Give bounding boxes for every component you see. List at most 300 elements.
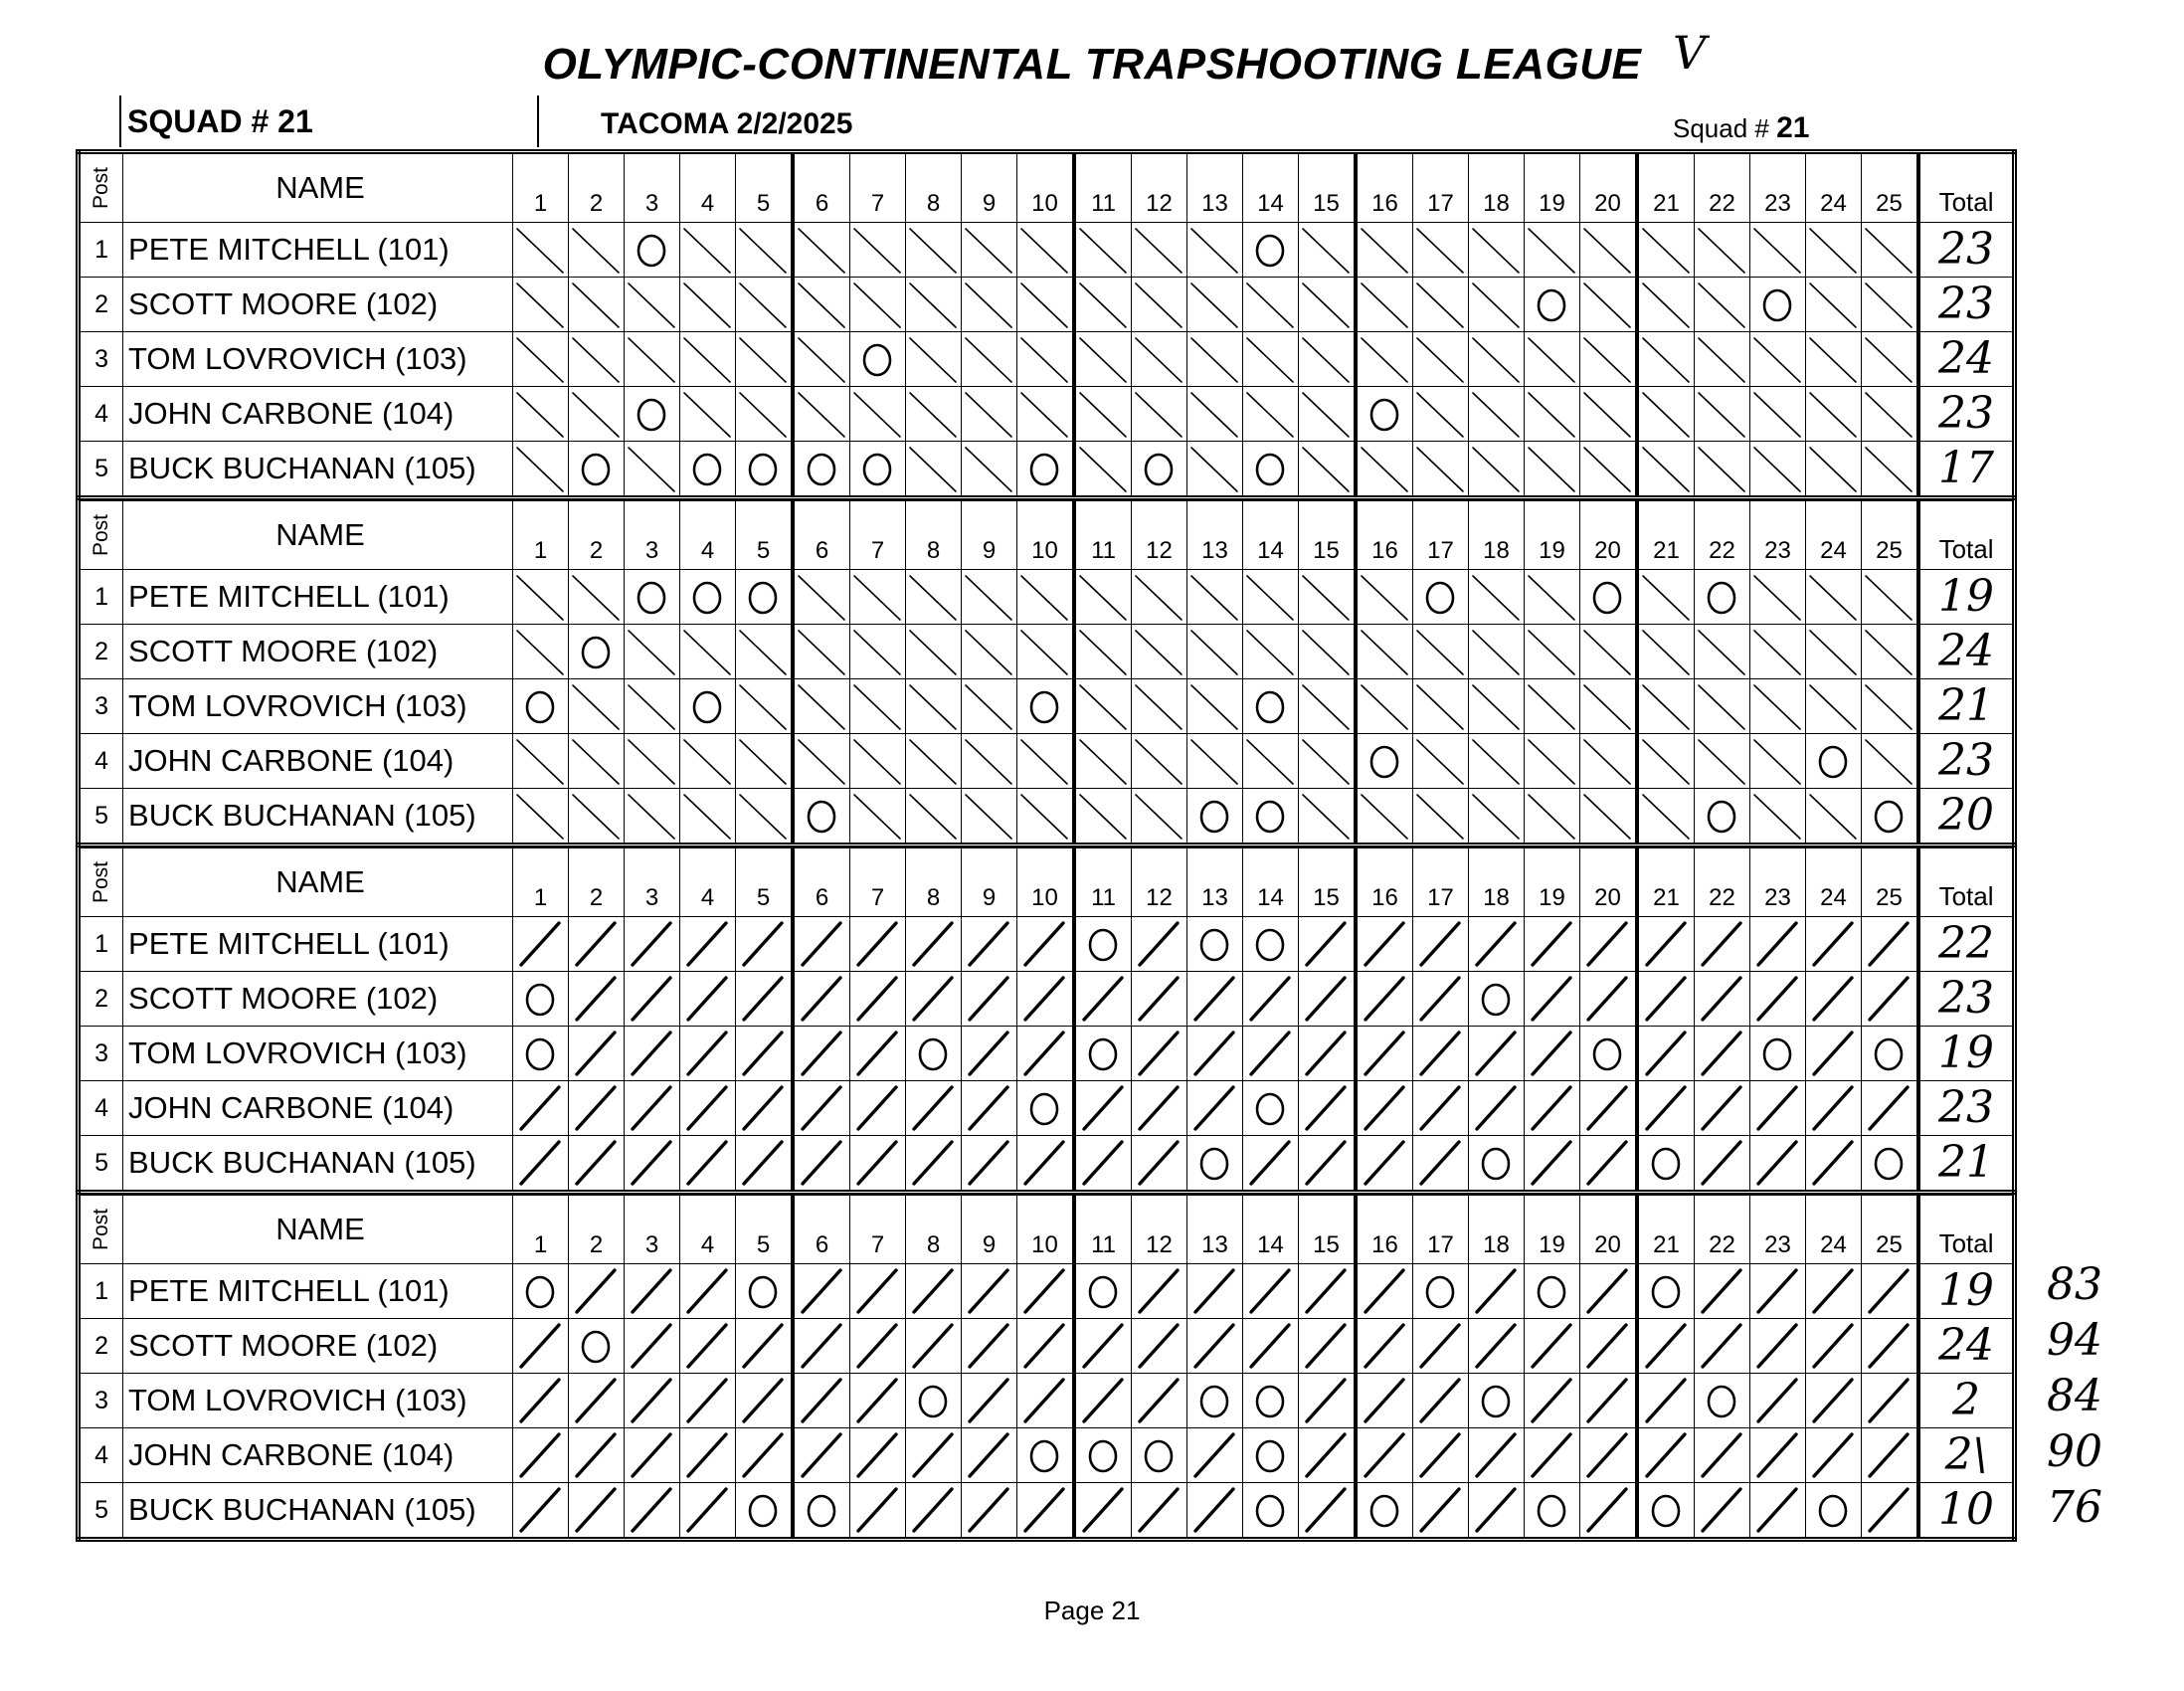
hit-mark xyxy=(1187,1081,1243,1136)
target-number: 8 xyxy=(906,1196,962,1264)
hit-mark xyxy=(513,789,569,846)
hit-mark xyxy=(1413,734,1469,789)
hit-mark xyxy=(1525,1081,1580,1136)
hit-mark xyxy=(1750,1264,1806,1319)
shooter-row xyxy=(79,1428,2015,1483)
hit-mark xyxy=(1132,1081,1187,1136)
hit-mark xyxy=(736,1081,794,1136)
hit-mark xyxy=(1862,1374,1919,1428)
hit-mark xyxy=(736,679,794,734)
hit-mark xyxy=(1637,917,1695,972)
shooter-total: 21 xyxy=(1938,680,1995,731)
shooter-name: SCOTT MOORE (102) xyxy=(123,972,513,1027)
post-header xyxy=(79,501,123,570)
hit-mark xyxy=(1243,570,1299,625)
target-number: 14 xyxy=(1243,1196,1299,1264)
target-number: 21 xyxy=(1637,1196,1695,1264)
target-number: 12 xyxy=(1132,501,1187,570)
hit-mark xyxy=(850,1319,906,1374)
hit-mark xyxy=(850,972,906,1027)
shooter-total: 19 xyxy=(1938,571,1995,622)
miss-mark xyxy=(1243,1374,1299,1428)
hit-mark xyxy=(1356,789,1413,846)
hit-mark xyxy=(850,1374,906,1428)
hit-mark xyxy=(1806,278,1862,332)
hit-mark xyxy=(1132,1264,1187,1319)
hit-mark xyxy=(1695,625,1750,679)
hit-mark xyxy=(1243,734,1299,789)
post-number: 3 xyxy=(79,332,123,387)
hit-mark xyxy=(1469,278,1525,332)
hit-mark xyxy=(1469,1081,1525,1136)
hit-mark xyxy=(1017,1374,1075,1428)
round-block-2 xyxy=(76,500,2017,847)
shooter-row xyxy=(79,625,2015,679)
hit-mark xyxy=(962,387,1017,442)
miss-mark xyxy=(625,570,680,625)
shooter-total: 23 xyxy=(1938,279,1995,329)
hit-mark xyxy=(1187,734,1243,789)
hit-mark xyxy=(1862,387,1919,442)
target-number: 10 xyxy=(1017,152,1075,223)
miss-mark xyxy=(1017,1081,1075,1136)
post-number: 1 xyxy=(79,223,123,278)
miss-mark xyxy=(1243,917,1299,972)
hit-mark xyxy=(1413,625,1469,679)
hit-mark xyxy=(513,1483,569,1540)
post-header xyxy=(79,848,123,917)
hit-mark xyxy=(569,1136,625,1193)
miss-mark xyxy=(1469,1136,1525,1193)
hit-mark xyxy=(1806,332,1862,387)
shooter-name: PETE MITCHELL (101) xyxy=(123,917,513,972)
hit-mark xyxy=(513,1319,569,1374)
target-number: 20 xyxy=(1580,152,1638,223)
miss-mark xyxy=(1243,223,1299,278)
hit-mark xyxy=(625,1319,680,1374)
target-number: 24 xyxy=(1806,848,1862,917)
miss-mark xyxy=(1862,1027,1919,1081)
squad-number-right xyxy=(1673,111,1809,145)
miss-mark xyxy=(736,1483,794,1540)
hit-mark xyxy=(1750,917,1806,972)
hit-mark xyxy=(1806,387,1862,442)
hit-mark xyxy=(569,917,625,972)
target-number: 5 xyxy=(736,152,794,223)
hit-mark xyxy=(1695,679,1750,734)
hit-mark xyxy=(1862,223,1919,278)
hit-mark xyxy=(1525,679,1580,734)
hit-mark xyxy=(1469,570,1525,625)
miss-mark xyxy=(569,625,625,679)
post-number: 1 xyxy=(79,1264,123,1319)
hit-mark xyxy=(1637,332,1695,387)
hit-mark xyxy=(1750,332,1806,387)
hit-mark xyxy=(793,1136,850,1193)
hit-mark xyxy=(1637,789,1695,846)
hit-mark xyxy=(680,1264,736,1319)
hit-mark xyxy=(1695,1428,1750,1483)
hit-mark xyxy=(1806,223,1862,278)
hit-mark xyxy=(1356,442,1413,498)
hit-mark xyxy=(1806,442,1862,498)
hit-mark xyxy=(1525,223,1580,278)
miss-mark xyxy=(793,442,850,498)
hit-mark xyxy=(793,278,850,332)
hit-mark xyxy=(1637,278,1695,332)
miss-mark xyxy=(1356,734,1413,789)
miss-mark xyxy=(680,679,736,734)
hit-mark xyxy=(1806,1264,1862,1319)
hit-mark xyxy=(1132,570,1187,625)
hit-mark xyxy=(680,223,736,278)
hit-mark xyxy=(1356,679,1413,734)
hit-mark xyxy=(850,789,906,846)
post-header-label: Post xyxy=(90,1208,113,1251)
hit-mark xyxy=(1525,625,1580,679)
hit-mark xyxy=(625,1027,680,1081)
hit-mark xyxy=(1525,1027,1580,1081)
hit-mark xyxy=(1862,734,1919,789)
miss-mark xyxy=(1637,1264,1695,1319)
target-number: 21 xyxy=(1637,848,1695,917)
hit-mark xyxy=(962,972,1017,1027)
post-header-label: Post xyxy=(90,860,113,904)
hit-mark xyxy=(1637,734,1695,789)
post-number: 3 xyxy=(79,1374,123,1428)
total-cell xyxy=(1918,1319,2015,1374)
post-header-label: Post xyxy=(90,166,113,210)
shooter-total: 19 xyxy=(1938,1028,1995,1078)
hit-mark xyxy=(1413,442,1469,498)
hit-mark xyxy=(1413,1428,1469,1483)
hit-mark xyxy=(569,1483,625,1540)
target-number: 16 xyxy=(1356,501,1413,570)
hit-mark xyxy=(1695,1483,1750,1540)
hit-mark xyxy=(1806,917,1862,972)
total-cell xyxy=(1918,1081,2015,1136)
target-number: 21 xyxy=(1637,501,1695,570)
miss-mark xyxy=(1637,1483,1695,1540)
hit-mark xyxy=(569,679,625,734)
target-number: 20 xyxy=(1580,848,1638,917)
hit-mark xyxy=(962,1428,1017,1483)
total-cell xyxy=(1918,1264,2015,1319)
hit-mark xyxy=(625,972,680,1027)
hit-mark xyxy=(1580,972,1638,1027)
hit-mark xyxy=(850,625,906,679)
hit-mark xyxy=(1187,570,1243,625)
hit-mark xyxy=(1750,679,1806,734)
round-block-3 xyxy=(76,847,2017,1195)
hit-mark xyxy=(962,223,1017,278)
hit-mark xyxy=(1806,972,1862,1027)
target-number: 13 xyxy=(1187,501,1243,570)
hit-mark xyxy=(1862,1081,1919,1136)
hit-mark xyxy=(625,1136,680,1193)
hit-mark xyxy=(962,1027,1017,1081)
hit-mark xyxy=(906,789,962,846)
hit-mark xyxy=(1299,1483,1357,1540)
target-number: 17 xyxy=(1413,152,1469,223)
miss-mark xyxy=(906,1374,962,1428)
hit-mark xyxy=(1299,223,1357,278)
hit-mark xyxy=(850,1081,906,1136)
hit-mark xyxy=(1806,1081,1862,1136)
hit-mark xyxy=(1469,734,1525,789)
hit-mark xyxy=(1580,1374,1638,1428)
hit-mark xyxy=(1750,1081,1806,1136)
hit-mark xyxy=(1525,917,1580,972)
hit-mark xyxy=(1580,1483,1638,1540)
hit-mark xyxy=(906,1483,962,1540)
miss-mark xyxy=(1243,1428,1299,1483)
target-number: 9 xyxy=(962,501,1017,570)
target-number: 19 xyxy=(1525,1196,1580,1264)
shooter-total: 23 xyxy=(1938,224,1995,275)
hit-mark xyxy=(1132,789,1187,846)
hit-mark xyxy=(793,1428,850,1483)
hit-mark xyxy=(1017,1483,1075,1540)
hit-mark xyxy=(1017,387,1075,442)
hit-mark xyxy=(906,1136,962,1193)
shooter-total: 19 xyxy=(1938,1265,1995,1316)
hit-mark xyxy=(1074,278,1132,332)
hit-mark xyxy=(906,442,962,498)
hit-mark xyxy=(1187,442,1243,498)
hit-mark xyxy=(1017,223,1075,278)
target-number: 12 xyxy=(1132,1196,1187,1264)
hit-mark xyxy=(1637,1374,1695,1428)
page-number: Page 21 xyxy=(1043,1596,1141,1625)
league-title: OLYMPIC-CONTINENTAL TRAPSHOOTING LEAGUE xyxy=(542,40,1642,89)
shooter-total: 17 xyxy=(1938,443,1995,493)
hit-mark xyxy=(962,1319,1017,1374)
shooter-total: 23 xyxy=(1938,1082,1995,1133)
hit-mark xyxy=(1017,570,1075,625)
hit-mark xyxy=(1469,625,1525,679)
hit-mark xyxy=(1413,278,1469,332)
total-cell xyxy=(1918,679,2015,734)
shooter-name: SCOTT MOORE (102) xyxy=(123,1319,513,1374)
target-number: 22 xyxy=(1695,848,1750,917)
hit-mark xyxy=(736,972,794,1027)
target-number: 10 xyxy=(1017,848,1075,917)
hit-mark xyxy=(1074,679,1132,734)
hit-mark xyxy=(1695,442,1750,498)
miss-mark xyxy=(736,442,794,498)
target-number: 11 xyxy=(1074,1196,1132,1264)
hit-mark xyxy=(1132,387,1187,442)
hit-mark xyxy=(1299,917,1357,972)
target-number: 6 xyxy=(793,1196,850,1264)
target-number: 13 xyxy=(1187,152,1243,223)
shooter-name: JOHN CARBONE (104) xyxy=(123,1428,513,1483)
hit-mark xyxy=(793,1081,850,1136)
hit-mark xyxy=(962,1136,1017,1193)
miss-mark xyxy=(850,442,906,498)
hit-mark xyxy=(1132,1374,1187,1428)
post-number: 3 xyxy=(79,679,123,734)
hit-mark xyxy=(1580,223,1638,278)
shooter-name: JOHN CARBONE (104) xyxy=(123,734,513,789)
hit-mark xyxy=(1525,1428,1580,1483)
target-number: 16 xyxy=(1356,1196,1413,1264)
miss-mark xyxy=(1525,1483,1580,1540)
hit-mark xyxy=(736,223,794,278)
hit-mark xyxy=(1750,387,1806,442)
post-number: 4 xyxy=(79,1081,123,1136)
hit-mark xyxy=(1074,625,1132,679)
hit-mark xyxy=(1637,1027,1695,1081)
target-number: 25 xyxy=(1862,848,1919,917)
hit-mark xyxy=(1413,917,1469,972)
hit-mark xyxy=(1413,1027,1469,1081)
hit-mark xyxy=(1695,917,1750,972)
hit-mark xyxy=(1074,223,1132,278)
hit-mark xyxy=(1695,972,1750,1027)
hit-mark xyxy=(1017,789,1075,846)
hit-mark xyxy=(1356,332,1413,387)
hit-mark xyxy=(625,917,680,972)
target-number: 8 xyxy=(906,848,962,917)
hit-mark xyxy=(569,278,625,332)
hit-mark xyxy=(1356,917,1413,972)
target-number: 22 xyxy=(1695,152,1750,223)
target-number: 24 xyxy=(1806,152,1862,223)
hit-mark xyxy=(1806,1136,1862,1193)
hit-mark xyxy=(513,442,569,498)
shooter-row xyxy=(79,387,2015,442)
hit-mark xyxy=(1413,332,1469,387)
target-number: 3 xyxy=(625,1196,680,1264)
hit-mark xyxy=(1637,1428,1695,1483)
miss-mark xyxy=(793,789,850,846)
hit-mark xyxy=(1074,1319,1132,1374)
miss-mark xyxy=(1132,1428,1187,1483)
header-divider-left xyxy=(119,95,121,147)
shooter-name: SCOTT MOORE (102) xyxy=(123,278,513,332)
target-number: 23 xyxy=(1750,152,1806,223)
hit-mark xyxy=(1580,1136,1638,1193)
shooter-row xyxy=(79,1136,2015,1193)
hit-mark xyxy=(1806,1428,1862,1483)
hit-mark xyxy=(1862,1319,1919,1374)
hit-mark xyxy=(1750,625,1806,679)
hit-mark xyxy=(569,1374,625,1428)
total-cell xyxy=(1918,223,2015,278)
header-row xyxy=(79,848,2015,917)
target-number: 21 xyxy=(1637,152,1695,223)
hit-mark xyxy=(1356,1027,1413,1081)
hit-mark xyxy=(680,1374,736,1428)
hit-mark xyxy=(1299,972,1357,1027)
hit-mark xyxy=(1299,1319,1357,1374)
shooter-name: JOHN CARBONE (104) xyxy=(123,387,513,442)
hit-mark xyxy=(1299,570,1357,625)
hit-mark xyxy=(736,1374,794,1428)
header-divider xyxy=(537,95,539,147)
total-cell xyxy=(1918,734,2015,789)
target-number: 11 xyxy=(1074,152,1132,223)
target-number: 20 xyxy=(1580,1196,1638,1264)
hit-mark xyxy=(1637,570,1695,625)
hit-mark xyxy=(1074,789,1132,846)
round-block-4 xyxy=(76,1195,2017,1542)
miss-mark xyxy=(680,442,736,498)
hit-mark xyxy=(1243,972,1299,1027)
hit-mark xyxy=(1132,625,1187,679)
post-number: 2 xyxy=(79,1319,123,1374)
hit-mark xyxy=(1469,1027,1525,1081)
shooter-name: BUCK BUCHANAN (105) xyxy=(123,789,513,846)
hit-mark xyxy=(1356,1319,1413,1374)
miss-mark xyxy=(625,387,680,442)
post-header xyxy=(79,152,123,223)
shooter-name: TOM LOVROVICH (103) xyxy=(123,679,513,734)
hit-mark xyxy=(1074,1483,1132,1540)
hit-mark xyxy=(680,1483,736,1540)
hit-mark xyxy=(1356,223,1413,278)
hit-mark xyxy=(1356,1136,1413,1193)
hit-mark xyxy=(850,734,906,789)
hit-mark xyxy=(793,1319,850,1374)
hit-mark xyxy=(569,972,625,1027)
hit-mark xyxy=(1017,1264,1075,1319)
hit-mark xyxy=(569,223,625,278)
target-number: 1 xyxy=(513,1196,569,1264)
post-number: 2 xyxy=(79,278,123,332)
hit-mark xyxy=(1637,679,1695,734)
hit-mark xyxy=(1017,1027,1075,1081)
hit-mark xyxy=(1580,1319,1638,1374)
hit-mark xyxy=(850,1136,906,1193)
hit-mark xyxy=(906,570,962,625)
hit-mark xyxy=(736,917,794,972)
miss-mark xyxy=(1187,1374,1243,1428)
shooter-row xyxy=(79,1374,2015,1428)
shooter-total: 10 xyxy=(1938,1484,1995,1535)
post-number: 5 xyxy=(79,1483,123,1540)
target-number: 16 xyxy=(1356,152,1413,223)
hit-mark xyxy=(736,278,794,332)
hit-mark xyxy=(850,679,906,734)
target-number: 13 xyxy=(1187,848,1243,917)
total-cell xyxy=(1918,387,2015,442)
target-number: 19 xyxy=(1525,848,1580,917)
hit-mark xyxy=(1469,1264,1525,1319)
miss-mark xyxy=(569,1319,625,1374)
hit-mark xyxy=(513,734,569,789)
hit-mark xyxy=(680,1081,736,1136)
shooter-row xyxy=(79,1027,2015,1081)
hit-mark xyxy=(1356,1081,1413,1136)
hit-mark xyxy=(1525,1136,1580,1193)
hit-mark xyxy=(1525,734,1580,789)
target-number: 18 xyxy=(1469,152,1525,223)
target-number: 4 xyxy=(680,848,736,917)
hit-mark xyxy=(1695,1081,1750,1136)
hit-mark xyxy=(736,1136,794,1193)
target-number: 25 xyxy=(1862,501,1919,570)
shooter-name: BUCK BUCHANAN (105) xyxy=(123,1483,513,1540)
hit-mark xyxy=(1132,1483,1187,1540)
hit-mark xyxy=(1580,625,1638,679)
hit-mark xyxy=(569,1264,625,1319)
miss-mark xyxy=(1695,570,1750,625)
hit-mark xyxy=(1862,442,1919,498)
target-number: 12 xyxy=(1132,152,1187,223)
